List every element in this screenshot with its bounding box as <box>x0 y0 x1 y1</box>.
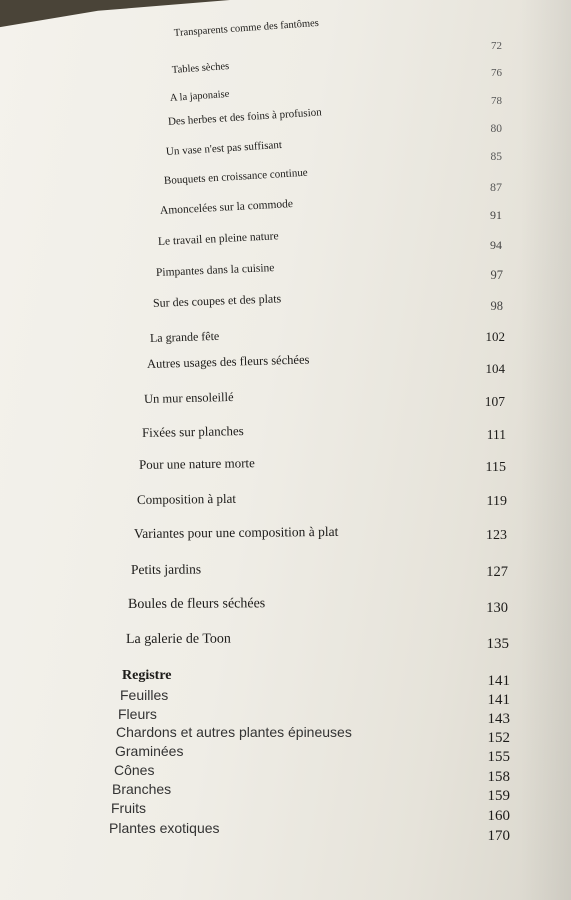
toc-entry-title: Fleurs <box>118 706 157 722</box>
toc-entry-title: Pour une nature morte <box>138 455 255 472</box>
toc-entry-page: 141 <box>487 673 510 689</box>
toc-entry-page: 102 <box>485 329 505 344</box>
toc-entry-page: 119 <box>486 494 507 509</box>
toc-entry-title: Un vase n'est pas suffisant <box>165 138 283 158</box>
toc-entry-page: 80 <box>490 123 502 135</box>
toc-entry-title: Petits jardins <box>130 561 202 577</box>
toc-entry-title: Autres usages des fleurs séchées <box>146 352 310 371</box>
toc-entry-page: 111 <box>486 427 506 442</box>
toc-entry-page: 94 <box>490 238 502 252</box>
toc-entry-title: Plantes exotiques <box>109 820 220 836</box>
toc-entry-page: 85 <box>490 151 502 163</box>
toc-entry-title: La grande fête <box>149 328 220 345</box>
toc-entry-page: 160 <box>487 808 510 824</box>
toc-entry-page: 135 <box>486 636 509 652</box>
toc-entry-page: 130 <box>486 600 508 616</box>
toc-entry-title: Amoncelées sur la commode <box>159 198 294 217</box>
toc-entry-page: 141 <box>487 692 510 708</box>
toc-entry-page: 87 <box>490 180 502 194</box>
toc-entry-title: Cônes <box>114 762 155 778</box>
toc-entry-page: 123 <box>486 528 507 543</box>
toc-entry-title: Un mur ensoleillé <box>143 389 234 406</box>
toc-entry-title: Fixées sur planches <box>141 423 244 440</box>
toc-entry-title: La galerie de Toon <box>125 631 231 647</box>
toc-entry-page: 97 <box>490 268 503 282</box>
toc-entry-page: 115 <box>485 460 506 475</box>
toc-entry-page: 107 <box>484 394 505 409</box>
toc-entry-title: Bouquets en croissance continue <box>163 166 308 187</box>
toc-entry-title: Le travail en pleine nature <box>157 230 279 248</box>
toc-entry-title: Feuilles <box>120 687 169 703</box>
toc-entry-page: 127 <box>486 564 508 580</box>
toc-entry-title: Composition à plat <box>136 490 237 507</box>
toc-entry-page: 91 <box>490 208 502 222</box>
toc-entry-page: 104 <box>485 361 505 376</box>
toc-entry-page: 143 <box>487 711 510 727</box>
toc-entry-title: Boules de fleurs séchées <box>127 596 266 612</box>
toc-entry-title: Sur des coupes et des plats <box>152 291 282 310</box>
toc-entry-page: 152 <box>487 730 510 746</box>
toc-entry-page: 76 <box>491 67 502 79</box>
toc-entry-page: 155 <box>487 749 510 765</box>
toc-entry-title: Chardons et autres plantes épineuses <box>116 724 352 740</box>
toc-entry-title: Transparents comme des fantômes <box>173 17 320 39</box>
toc-entry-page: 72 <box>491 40 502 52</box>
toc-entry-page: 158 <box>487 769 510 785</box>
toc-entry-title: Branches <box>112 781 172 797</box>
toc-entry-page: 98 <box>490 299 503 313</box>
toc-entry-title: Variantes pour une composition à plat <box>133 523 339 541</box>
toc-entry-page: 170 <box>487 828 510 844</box>
toc-entry-title: Graminées <box>115 743 184 759</box>
toc-entry-title: Registre <box>122 668 172 683</box>
toc-entry-title: Tables sèches <box>171 61 230 76</box>
toc-entry-title: Fruits <box>111 800 146 816</box>
toc-entry-title: Pimpantes dans la cuisine <box>155 262 275 279</box>
toc-entry-page: 159 <box>487 788 510 804</box>
toc-entry-page: 78 <box>491 95 502 107</box>
toc-entry-title: Des herbes et des foins à profusion <box>167 106 323 128</box>
toc-entry-title: A la japonaise <box>169 88 230 104</box>
